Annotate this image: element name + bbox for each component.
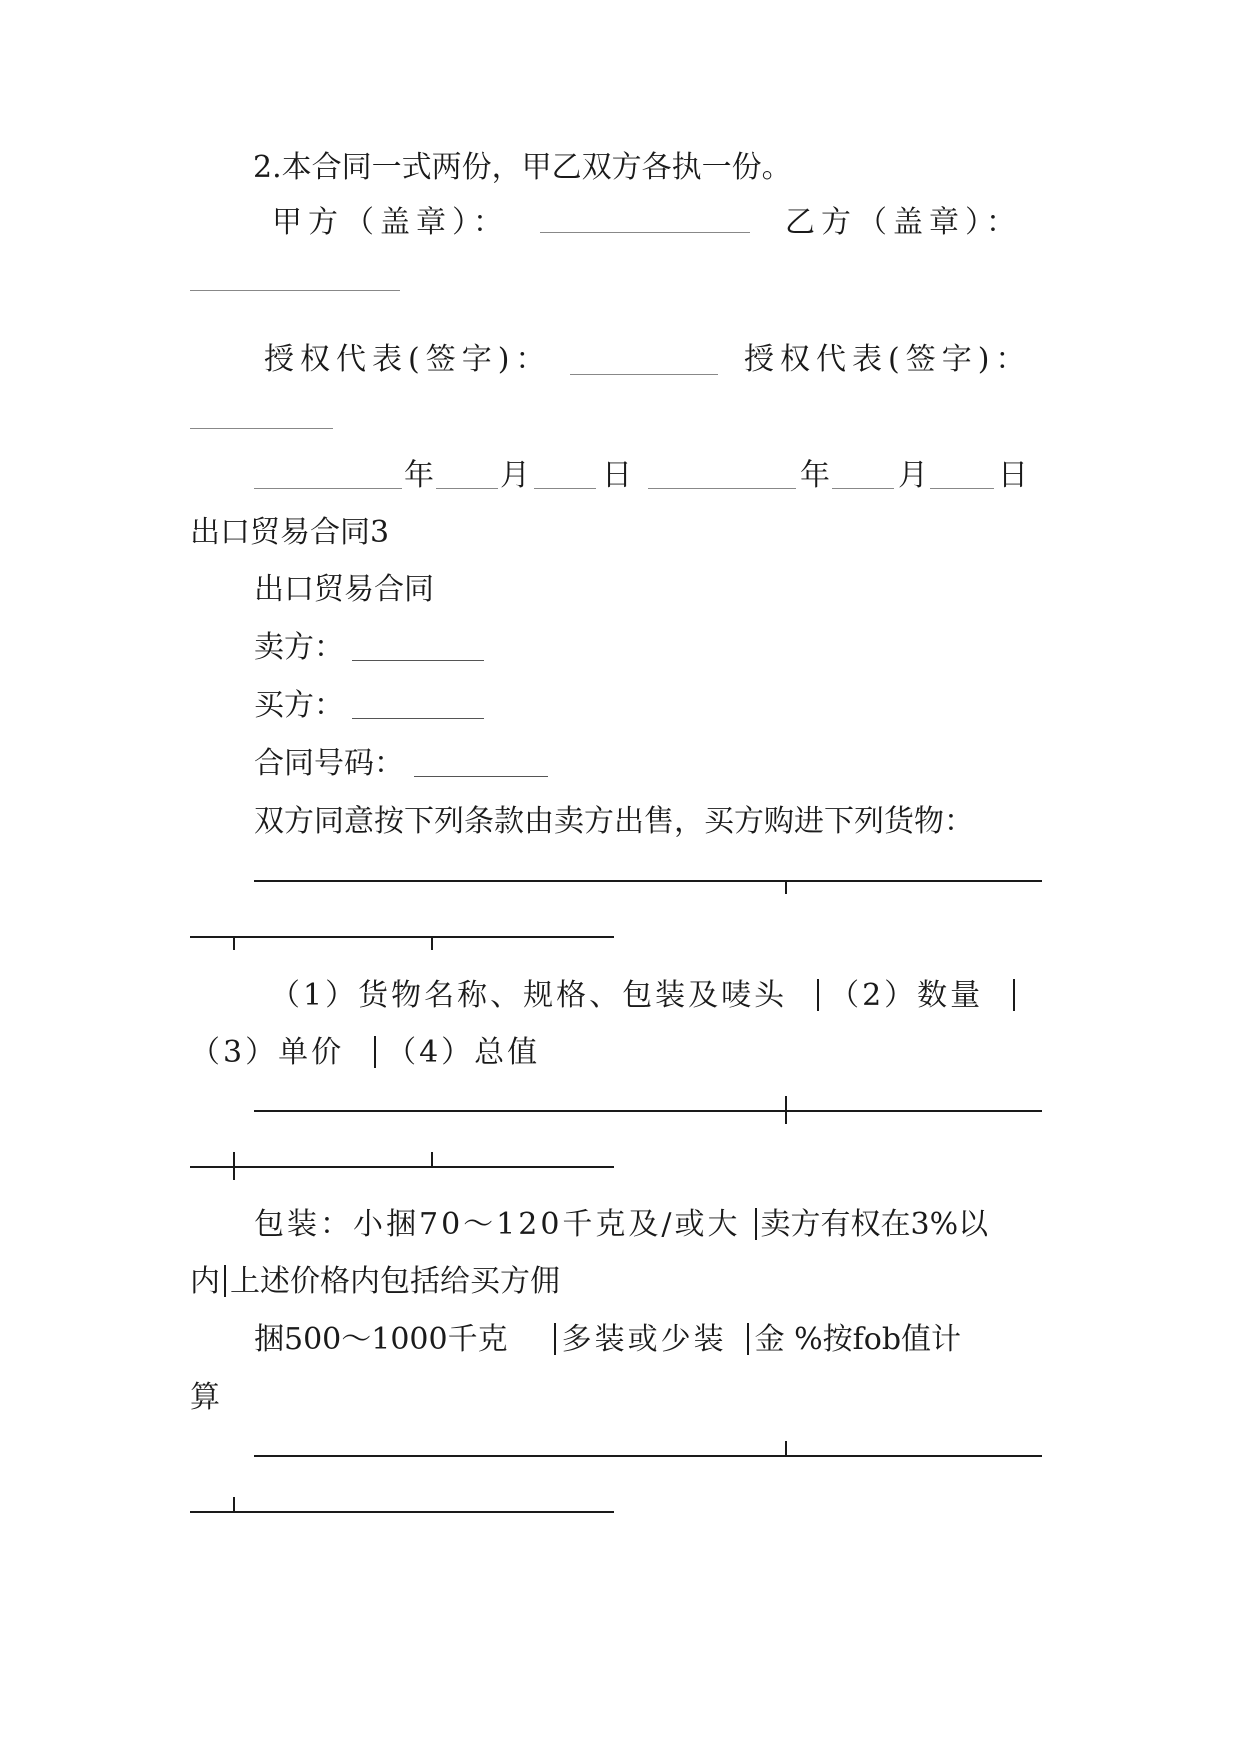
- table-tick-2a: [785, 1096, 787, 1124]
- contract-no-label: 合同号码：: [254, 746, 404, 781]
- row1-col3-line2: 金 %按fob值计: [754, 1322, 962, 1357]
- row1-col1-line2: 捆500～1000千克: [254, 1322, 508, 1357]
- contract-no-line: [254, 744, 404, 784]
- header-col2: （2）数量: [829, 978, 984, 1013]
- header-col4: （4）总值: [386, 1035, 541, 1070]
- date-a-day-text: 日: [602, 458, 632, 493]
- header-sep-2: [1013, 979, 1015, 1011]
- party-b-seal-blank[interactable]: [190, 290, 400, 291]
- clause-2-text: 2.本合同一式两份，甲乙双方各执一份。: [253, 150, 792, 185]
- table-rule-1b: [190, 936, 614, 938]
- table-rule-2b: [190, 1166, 614, 1168]
- rep-b-label: 授权代表(签字)：: [744, 342, 1032, 377]
- table-tick-1c: [431, 936, 433, 950]
- contract-title: [254, 570, 434, 610]
- date-a-month-blank[interactable]: [436, 488, 498, 489]
- contract-no-blank[interactable]: [414, 776, 548, 777]
- party-a-seal-blank[interactable]: [540, 232, 750, 233]
- party-a-seal-line: [272, 203, 509, 243]
- buyer-label: 买方：: [254, 688, 344, 723]
- date-b-day-label: [998, 456, 1028, 496]
- date-a-month-text: 月: [500, 458, 530, 493]
- table-tick-2b: [233, 1152, 235, 1180]
- table-rule-3a: [254, 1455, 1042, 1457]
- party-b-seal-label: 乙方（盖章）：: [785, 205, 1022, 240]
- buyer-line: [254, 686, 344, 726]
- date-a-month-label: [500, 456, 530, 496]
- seller-line: [254, 628, 344, 668]
- date-b-month-label: [898, 456, 928, 496]
- row1-col3-line1: 上述价格内包括给买方佣: [230, 1264, 560, 1299]
- rep-b-line: [744, 340, 1031, 380]
- date-a-year-blank[interactable]: [254, 488, 402, 489]
- rep-a-blank[interactable]: [570, 374, 718, 375]
- rep-b-blank[interactable]: [190, 428, 333, 429]
- intro-text: 双方同意按下列条款由卖方出售，买方购进下列货物：: [254, 804, 974, 839]
- table-tick-1b: [233, 936, 235, 950]
- date-b-year-label: [800, 456, 830, 496]
- date-b-day-blank[interactable]: [930, 488, 994, 489]
- table-tick-2c: [431, 1152, 433, 1166]
- table-tick-3b: [233, 1497, 235, 1511]
- date-a-year-label: [404, 456, 434, 496]
- header-col3: （3）单价: [190, 1035, 345, 1070]
- header-sep-1: [817, 979, 819, 1011]
- date-a-year-text: 年: [404, 458, 434, 493]
- table-header-line-2: [190, 1033, 540, 1073]
- row1-col2-line3: 多装或少装: [561, 1322, 727, 1357]
- row1-line-2: [190, 1262, 560, 1302]
- row1-sep-2: [224, 1265, 226, 1297]
- section-title: [190, 513, 389, 553]
- row1-line-3: [254, 1320, 961, 1360]
- seller-label: 卖方：: [254, 630, 344, 665]
- header-col1: （1）货物名称、规格、包装及唛头: [270, 978, 788, 1013]
- row1-sep-1: [755, 1208, 757, 1240]
- table-tick-3a: [785, 1441, 787, 1455]
- date-b-month-blank[interactable]: [832, 488, 894, 489]
- row1-col3-line3: 算: [190, 1380, 220, 1415]
- date-b-year-text: 年: [800, 458, 830, 493]
- table-rule-1a: [254, 880, 1042, 882]
- table-rule-2a: [254, 1110, 1042, 1112]
- row1-col2-line2: 内: [190, 1264, 220, 1299]
- header-sep-3: [374, 1036, 376, 1068]
- contract-title-text: 出口贸易合同: [254, 572, 434, 607]
- row1-line-1: [254, 1205, 988, 1245]
- date-b-day-text: 日: [998, 458, 1028, 493]
- row1-line-4: [190, 1378, 220, 1418]
- intro-line: [254, 802, 974, 842]
- row1-col2-line1: 卖方有权在3%以: [760, 1207, 989, 1242]
- table-rule-3b: [190, 1511, 614, 1513]
- seller-blank[interactable]: [352, 660, 484, 661]
- party-b-seal-line: [785, 203, 1022, 243]
- row1-sep-4: [747, 1323, 749, 1355]
- party-a-seal-label: 甲方（盖章）：: [272, 205, 509, 240]
- rep-a-label: 授权代表(签字)：: [264, 342, 552, 377]
- rep-a-line: [264, 340, 551, 380]
- section-title-text: 出口贸易合同3: [190, 515, 390, 550]
- table-header-line-1: [270, 976, 1025, 1016]
- date-b-month-text: 月: [898, 458, 928, 493]
- clause-2: [253, 148, 792, 188]
- row1-sep-3: [554, 1323, 556, 1355]
- row1-col1-line1: 包装：小捆70～120千克及/或大: [254, 1207, 741, 1242]
- date-a-day-label: [602, 456, 632, 496]
- date-b-year-blank[interactable]: [648, 488, 796, 489]
- table-tick-1a: [785, 880, 787, 894]
- buyer-blank[interactable]: [352, 718, 484, 719]
- date-a-day-blank[interactable]: [534, 488, 596, 489]
